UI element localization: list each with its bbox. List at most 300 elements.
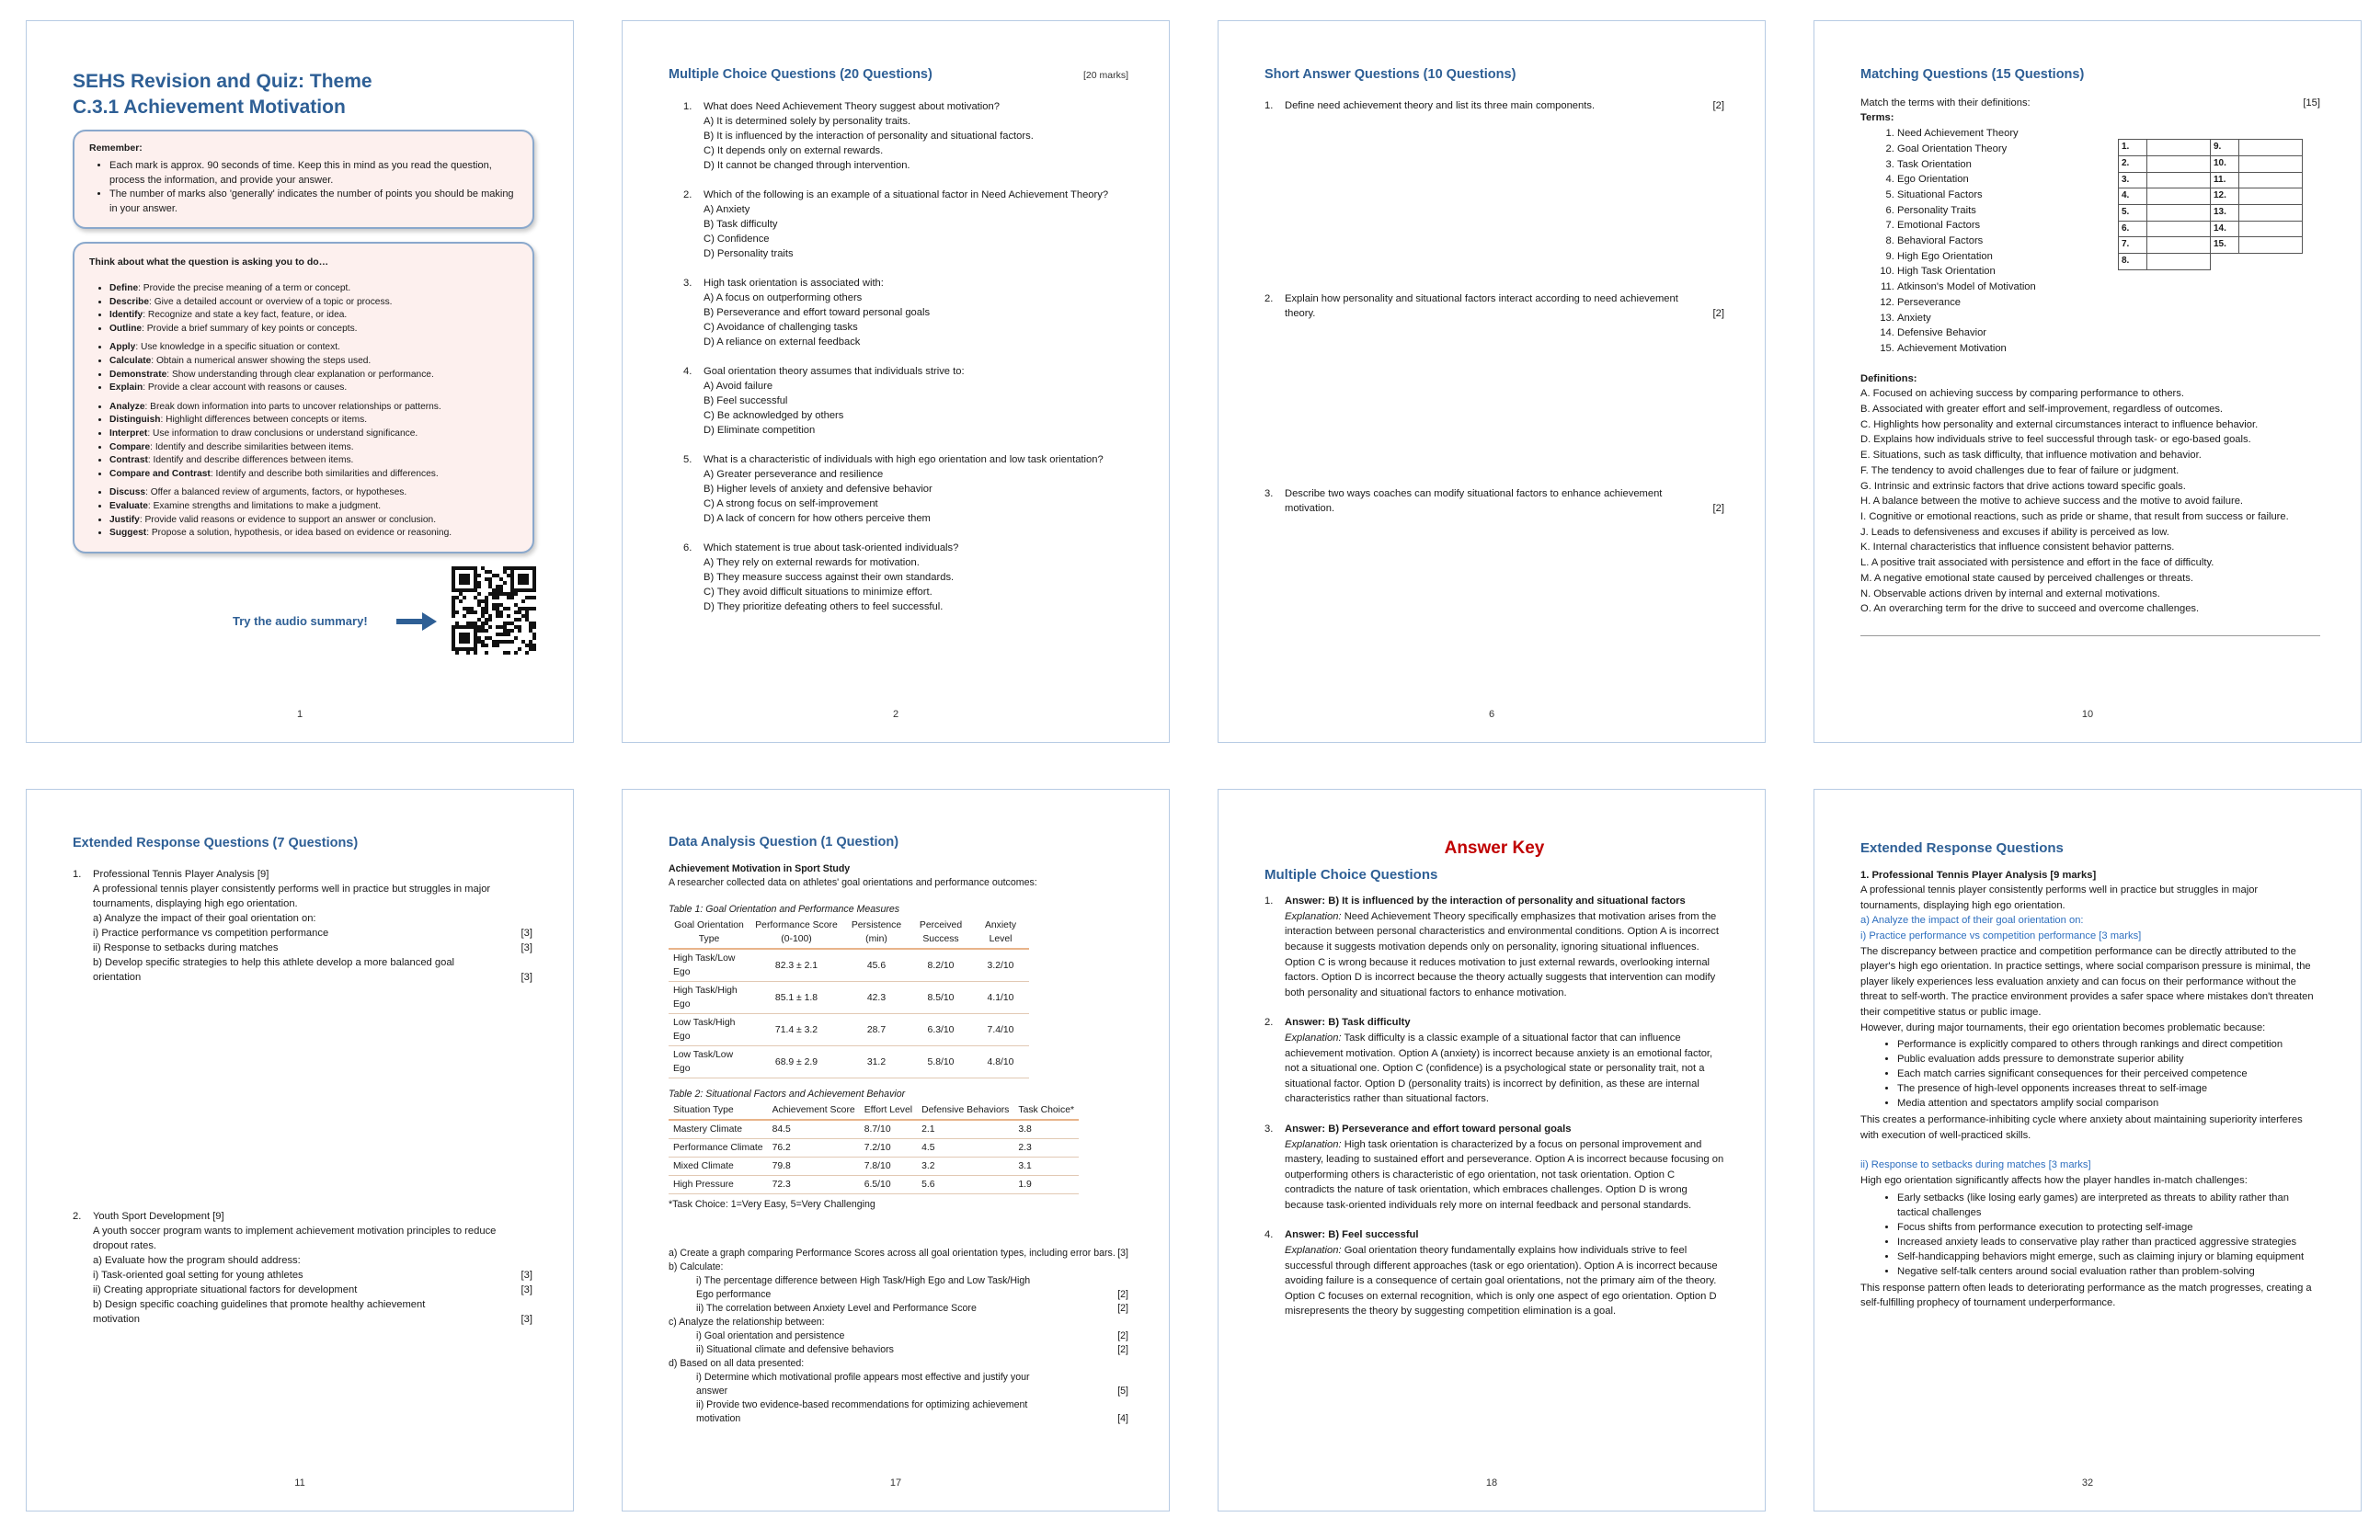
grid-answer-cell[interactable] (2147, 188, 2211, 205)
table-cell: 45.6 (843, 949, 910, 982)
mcq-question (683, 276, 1128, 349)
bullet-item: • Public evaluation adds pressure to demonstrate superior ability (1897, 1052, 2320, 1067)
question-title: Youth Sport Development [9] (93, 1211, 224, 1222)
grid-answer-cell[interactable] (2147, 254, 2211, 270)
term-item: 7. Emotional Factors (1897, 218, 2320, 234)
answer-option[interactable]: B) They measure success against their own standards. (704, 572, 955, 583)
part-marks: [2] (1117, 1303, 1128, 1314)
table-cell: 31.2 (843, 1046, 910, 1078)
table-header-row (669, 1101, 1079, 1120)
part-marks: [4] (1117, 1413, 1128, 1424)
command-term-definition: : Recognize and state a key fact, feature, or idea. (143, 310, 348, 321)
term-item: 14. Defensive Behavior (1897, 325, 2320, 341)
command-term-item (109, 454, 518, 468)
question-title: 1. Professional Tennis Player Analysis [9 marks] (1860, 869, 2097, 881)
term-item: 3. Task Orientation (1897, 157, 2320, 173)
question-number: 1. (683, 101, 692, 112)
question-part (696, 1274, 1128, 1302)
table-cell: 42.3 (843, 982, 910, 1014)
short-answer-question: 2. Explain how personality and situational factors interact according to need achievement theory. [2] (1264, 293, 1724, 319)
definition-item: H. A balance between the motive to achieve success and the motive to avoid failure. (1860, 496, 2244, 508)
command-term: Suggest (109, 528, 147, 539)
command-term-definition: : Examine strengths and limitations to make a judgment. (147, 500, 382, 511)
question-part (93, 926, 532, 941)
column-header: Situation Type (669, 1101, 768, 1120)
command-term-item (109, 341, 518, 355)
question-text: What does Need Achievement Theory suggest about motivation? (704, 101, 1000, 112)
section-heading: Extended Response Questions (1860, 840, 2064, 856)
grid-number: 9. (2211, 140, 2239, 156)
table-cell: High Task/High Ego (669, 982, 749, 1014)
answer-option[interactable]: A) Anxiety (704, 204, 750, 215)
grid-answer-cell[interactable] (2239, 237, 2303, 254)
question-marks: [2] (1712, 308, 1724, 319)
answer-grid[interactable] (2118, 139, 2303, 270)
question-number: 1. (73, 869, 82, 880)
data-question: c) Analyze the relationship between: (669, 1317, 825, 1328)
definition-item: A. Focused on achieving success by comparing performance to others. (1860, 388, 2184, 400)
answer-number: 2. (1264, 1017, 1274, 1029)
grid-answer-cell[interactable] (2239, 188, 2303, 205)
command-term-definition: : Provide a clear account with reasons or causes. (143, 382, 348, 394)
data-question-parts (669, 1329, 1128, 1357)
command-term: Identify (109, 310, 143, 321)
command-term-definition: : Show understanding through clear explanation or performance. (166, 369, 434, 380)
bullet-item: • Each match carries significant consequences for their perceived competence (1897, 1067, 2320, 1081)
grid-row (2119, 172, 2303, 188)
definition-item: N. Observable actions driven by internal and external motivations. (1860, 587, 2160, 599)
command-term-item (109, 369, 518, 382)
page-number: 11 (294, 1477, 305, 1489)
table-cell: 6.3/10 (910, 1014, 972, 1046)
question-part (93, 955, 532, 985)
data-question-parts (669, 1371, 1128, 1426)
command-terms-box (73, 242, 534, 553)
grid-answer-cell[interactable] (2147, 237, 2211, 254)
explanation-label: Explanation: (1285, 1245, 1342, 1257)
definition-item: I. Cognitive or emotional reactions, such as pride or shame, that result from success or failure. (1860, 510, 2289, 522)
table-row (669, 1120, 1079, 1139)
answer-option[interactable]: B) Task difficulty (704, 219, 778, 230)
command-term-item (109, 500, 518, 514)
part-marks: [3] (521, 1270, 532, 1281)
grid-number: 15. (2211, 237, 2239, 254)
table-cell: 2.1 (917, 1120, 1013, 1139)
bullet-item: • Negative self-talk centers around social evaluation rather than problem-solving (1897, 1264, 2320, 1279)
section-heading: Data Analysis Question (1 Question) (669, 835, 899, 850)
table-cell: 79.8 (768, 1158, 860, 1176)
grid-row (2119, 237, 2303, 254)
grid-answer-cell[interactable] (2147, 140, 2211, 156)
answer-paragraph: High ego orientation significantly affects how the player handles in-match challenges: (1860, 1174, 2248, 1186)
grid-row (2119, 204, 2303, 221)
answer-text: Answer: B) It is influenced by the interaction of personality and situational factors (1285, 895, 1686, 907)
page-6 (1218, 20, 1766, 743)
page-number: 1 (296, 709, 303, 720)
answer-paragraph: This response pattern often leads to deteriorating performance as the match progresses, creating a self-fulfilling prophecy of tournament underperformance. (1860, 1282, 2312, 1309)
answer-option[interactable]: B) Higher levels of anxiety and defensive behavior (704, 484, 933, 495)
table-cell: 4.8/10 (972, 1046, 1029, 1078)
bullet-item: • Self-handicapping behaviors might emerge, such as claiming injury or blaming equipment (1897, 1249, 2320, 1264)
short-answer-question: 3. Describe two ways coaches can modify situational factors to enhance achievement motivation. [2] (1264, 488, 1724, 514)
command-term: Compare and Contrast (109, 468, 211, 479)
explanation-label: Explanation: (1285, 1032, 1342, 1044)
command-term: Define (109, 283, 139, 293)
table-cell: 5.6 (917, 1176, 1013, 1194)
section-marks: [20 marks] (1082, 70, 1128, 81)
definition-item: K. Internal characteristics that influence consistent behavior patterns. (1860, 542, 2175, 553)
data-question: b) Calculate: (669, 1261, 724, 1272)
explanation-label: Explanation: (1285, 1138, 1342, 1150)
part-text: ii) The correlation between Anxiety Level and Performance Score (696, 1303, 977, 1314)
grid-number (2211, 254, 2239, 270)
question-text: Goal orientation theory assumes that individuals strive to: (704, 366, 965, 377)
term-item: 9. High Ego Orientation (1897, 249, 2320, 265)
definition-item: C. Highlights how personality and external circumstances interact to influence behavior. (1860, 418, 2259, 430)
command-term-item (109, 514, 518, 528)
answer-option[interactable]: B) Perseverance and effort toward personal goals (704, 307, 931, 318)
table-cell: 8.5/10 (910, 982, 972, 1014)
grid-answer-cell[interactable] (2239, 140, 2303, 156)
table-cell: 68.9 ± 2.9 (749, 1046, 843, 1078)
table-cell: 72.3 (768, 1176, 860, 1194)
definition-item: B. Associated with greater effort and self-improvement, regardless of outcomes. (1860, 404, 2224, 416)
answer-option[interactable]: A) A focus on outperforming others (704, 292, 863, 303)
grid-row (2119, 140, 2303, 156)
page-1 (26, 20, 574, 743)
table-cell: 8.2/10 (910, 949, 972, 982)
answer-option[interactable]: A) Avoid failure (704, 381, 773, 392)
mcq-question (683, 99, 1128, 173)
answer-paragraph: This creates a performance-inhibiting cycle where anxiety about maintaining superiority interferes with execution of well-practiced skills. (1860, 1114, 2303, 1141)
grid-answer-cell[interactable] (2239, 254, 2303, 270)
answer-option[interactable]: A) Greater perseverance and resilience (704, 469, 884, 480)
command-term-item (109, 282, 518, 296)
page-number: 32 (2081, 1477, 2094, 1489)
grid-number: 13. (2211, 204, 2239, 221)
subquestion-heading: a) Analyze the impact of their goal orientation on: (1860, 915, 2084, 927)
table-cell: 3.1 (1013, 1158, 1079, 1176)
page-number: 17 (889, 1477, 902, 1489)
answer-option[interactable]: D) They prioritize defeating others to feel successful. (704, 601, 944, 612)
answer-item (1264, 894, 1724, 1000)
command-term: Calculate (109, 355, 152, 366)
matching-intro: Match the terms with their definitions: (1860, 97, 2031, 108)
grid-number: 14. (2211, 221, 2239, 237)
table-cell: 71.4 ± 3.2 (749, 1014, 843, 1046)
command-term-definition: : Use information to draw conclusions or understand significance. (147, 428, 418, 439)
command-term-item (109, 527, 518, 541)
question-number: 5. (683, 454, 692, 465)
table-cell: Performance Climate (669, 1139, 768, 1158)
arrow-right-icon (396, 612, 437, 631)
answer-explanation (1285, 1243, 1724, 1319)
bullet-item: • Increased anxiety leads to conservative play rather than practiced aggressive strategies (1897, 1235, 2320, 1249)
page-18 (1218, 789, 1766, 1511)
audio-summary-link[interactable]: Try the audio summary! (233, 613, 368, 628)
extended-question (73, 1209, 532, 1327)
table-cell: 2.3 (1013, 1139, 1079, 1158)
short-answer-question: 1. [2] Define need achievement theory and list its three main components. (1264, 100, 1724, 111)
table-caption: Table 2: Situational Factors and Achievement Behavior (669, 1089, 906, 1100)
question-part (696, 1302, 1128, 1316)
page-10 (1814, 20, 2362, 743)
data-table-2 (669, 1101, 1079, 1194)
question-part (696, 1329, 1128, 1343)
table-cell: 85.1 ± 1.8 (749, 982, 843, 1014)
question-number: 6. (683, 542, 692, 553)
table-row (669, 1158, 1079, 1176)
column-header: Performance Score (0-100) (749, 917, 843, 949)
table-row (669, 949, 1029, 982)
table-row (669, 1139, 1079, 1158)
grid-number: 4. (2119, 188, 2147, 205)
command-term-item (109, 468, 518, 482)
grid-row (2119, 221, 2303, 237)
answer-option[interactable]: B) It is influenced by the interaction of personality and situational factors. (704, 131, 1034, 142)
grid-number: 7. (2119, 237, 2147, 254)
question-part (93, 1268, 532, 1283)
term-item: 1. Need Achievement Theory (1897, 126, 2320, 142)
part-text: ii) Situational climate and defensive behaviors (696, 1344, 894, 1355)
part-marks: [2] (1117, 1330, 1128, 1341)
grid-answer-cell[interactable] (2239, 172, 2303, 188)
question-part (696, 1398, 1128, 1426)
table-cell: High Task/Low Ego (669, 949, 749, 982)
command-term-definition: : Identify and describe both similarities and differences. (210, 468, 439, 479)
part-marks: [2] (1117, 1289, 1128, 1300)
grid-answer-cell[interactable] (2239, 155, 2303, 172)
mcq-question (683, 452, 1128, 526)
table-note: *Task Choice: 1=Very Easy, 5=Very Challenging (669, 1199, 875, 1210)
table-cell: 8.7/10 (860, 1120, 917, 1139)
column-header: Task Choice* (1013, 1101, 1079, 1120)
command-term-definition: : Highlight differences between concepts or items. (160, 415, 368, 426)
command-term-item (109, 323, 518, 337)
table-row (669, 982, 1029, 1014)
table-cell: 3.8 (1013, 1120, 1079, 1139)
definition-item: M. A negative emotional state caused by perceived challenges or threats. (1860, 572, 2193, 584)
table-cell: 7.2/10 (860, 1139, 917, 1158)
part-marks: [2] (1117, 1344, 1128, 1355)
qr-code-icon[interactable] (452, 566, 536, 655)
table-cell: 4.5 (917, 1139, 1013, 1158)
answer-explanation (1285, 1137, 1724, 1214)
data-table-1 (669, 917, 1029, 1078)
page-number: 10 (2081, 709, 2094, 720)
question-number: 2. (683, 189, 692, 200)
grid-answer-cell[interactable] (2147, 204, 2211, 221)
question-number: 4. (683, 366, 692, 377)
answer-option[interactable]: C) They avoid difficult situations to minimize effort. (704, 587, 933, 598)
table-cell: Low Task/High Ego (669, 1014, 749, 1046)
question-marks: [2] (1712, 100, 1724, 111)
question-part (93, 941, 532, 955)
page-32 (1814, 789, 2362, 1511)
study-title: Achievement Motivation in Sport Study (669, 863, 851, 874)
question-intro: A professional tennis player consistently performs well in practice but struggles in major tournaments, displaying high ego orientation. (1860, 884, 2259, 911)
study-intro: A researcher collected data on athletes' goal orientations and performance outcomes: (669, 877, 1037, 888)
term-item: 2. Goal Orientation Theory (1897, 142, 2320, 157)
page-number: 18 (1485, 1477, 1498, 1489)
answer-option[interactable]: B) Feel successful (704, 395, 788, 406)
part-text: i) Goal orientation and persistence (696, 1330, 845, 1341)
command-term-item (109, 355, 518, 369)
part-text: ii) Provide two evidence-based recommendations for optimizing achievement motivation (696, 1399, 1028, 1424)
mcq-question (683, 364, 1128, 438)
definition-item: L. A positive trait associated with persistence and effort in the face of difficulty. (1860, 557, 2214, 569)
grid-number: 3. (2119, 172, 2147, 188)
answer-item (1264, 1015, 1724, 1107)
part-text: i) Task-oriented goal setting for young athletes (93, 1270, 303, 1281)
command-term-item (109, 401, 518, 415)
grid-answer-cell[interactable] (2239, 204, 2303, 221)
term-item: 10. High Task Orientation (1897, 264, 2320, 279)
page-number: 2 (892, 709, 899, 720)
data-question: d) Based on all data presented: (669, 1358, 805, 1369)
term-item: 4. Ego Orientation (1897, 172, 2320, 188)
part-text: b) Develop specific strategies to help this athlete develop a more balanced goal orientation (93, 957, 455, 983)
command-terms-title: Think about what the question is asking you to do… (89, 257, 329, 268)
section-marks: [15] (2303, 97, 2320, 108)
answer-option[interactable]: C) It depends only on external rewards. (704, 145, 884, 156)
answer-option[interactable]: C) Confidence (704, 234, 770, 245)
answer-item (1264, 1227, 1724, 1319)
definitions-list (1860, 386, 2320, 617)
part-marks: [5] (1117, 1386, 1128, 1397)
page-title: SEHS Revision and Quiz: Theme C.3.1 Achievement Motivation (73, 71, 372, 118)
answer-option[interactable]: A) It is determined solely by personality traits. (704, 116, 911, 127)
answer-key-title: Answer Key (1444, 838, 1545, 858)
command-term-item (109, 296, 518, 310)
term-item: 11. Atkinson's Model of Motivation (1897, 279, 2320, 295)
grid-answer-cell[interactable] (2239, 221, 2303, 237)
mcq-question (683, 541, 1128, 614)
question-text: Which statement is true about task-oriented individuals? (704, 542, 959, 553)
extended-question (73, 867, 532, 1209)
remember-box (73, 130, 534, 229)
term-item: 8. Behavioral Factors (1897, 234, 2320, 249)
grid-number: 1. (2119, 140, 2147, 156)
table-cell: High Pressure (669, 1176, 768, 1194)
grid-row (2119, 188, 2303, 205)
explanation-text: High task orientation is characterized by a focus on personal improvement and mastery, leading to sustained effort and perseverance. Option A is incorrect because focusing on outperforming others is characteristic of ego orientation, not task orientation. Option C contradicts the nature of task orientation, which embraces challenges. Option D is wrong because task-oriented individuals rely more on internal feedback and personal standards. (1285, 1138, 1724, 1211)
answer-text: Answer: B) Feel successful (1285, 1229, 1419, 1241)
column-header: Anxiety Level (972, 917, 1029, 949)
command-term-item (109, 441, 518, 455)
explanation-label: Explanation: (1285, 910, 1342, 922)
bullet-item: • Media attention and spectators amplify social comparison (1897, 1096, 2320, 1111)
grid-answer-cell[interactable] (2147, 221, 2211, 237)
table-cell: 1.9 (1013, 1176, 1079, 1194)
answer-option[interactable]: D) It cannot be changed through intervention. (704, 160, 910, 171)
part-marks: [3] (521, 942, 532, 953)
page-number: 6 (1488, 709, 1495, 720)
question-text: Which of the following is an example of a situational factor in Need Achievement Theory? (704, 189, 1109, 200)
grid-number: 2. (2119, 155, 2147, 172)
command-term: Apply (109, 342, 136, 353)
section-heading: Extended Response Questions (7 Questions) (73, 836, 359, 850)
answer-explanation (1285, 909, 1724, 1001)
answer-bullets (1860, 1191, 2320, 1279)
table-cell: 84.5 (768, 1120, 860, 1139)
command-term: Outline (109, 323, 143, 334)
table-cell: 3.2/10 (972, 949, 1029, 982)
section-heading: Matching Questions (15 Questions) (1860, 67, 2085, 82)
command-term-item (109, 414, 518, 428)
column-header: Defensive Behaviors (917, 1101, 1013, 1120)
page-17 (622, 789, 1170, 1511)
answer-explanation (1285, 1031, 1724, 1107)
grid-row (2119, 155, 2303, 172)
table-cell: Low Task/Low Ego (669, 1046, 749, 1078)
bullet-item: • The presence of high-level opponents increases threat to self-image (1897, 1081, 2320, 1096)
command-term: Explain (109, 382, 143, 394)
explanation-text: Need Achievement Theory specifically emphasizes that motivation arises from the interaction between personal characteristics and environmental conditions. Option A is incorrect because it suggests motivation depends only on personality, ignoring situational influences. Option C is wrong because it reduces motivation to just external rewards, overlooking internal factors. Option D is incorrect because the theory actually suggests that intervention can modify both personality and situational factors to enhance motivation. (1285, 910, 1719, 998)
grid-number: 6. (2119, 221, 2147, 237)
question-text: High task orientation is associated with: (704, 278, 884, 289)
command-term-definition: : Provide the precise meaning of a term or concept. (138, 283, 351, 293)
column-header: Goal Orientation Type (669, 917, 749, 949)
grid-row (2119, 254, 2303, 270)
command-term: Describe (109, 296, 150, 307)
remember-item: • The number of marks also 'generally' indicates the number of points you should be making in your answer. (109, 188, 518, 216)
answer-option[interactable]: C) Avoidance of challenging tasks (704, 322, 858, 333)
answers-list (1264, 894, 1724, 1319)
page-11 (26, 789, 574, 1511)
explanation-text: Task difficulty is a classic example of a situational factor that can influence achievement motivation. Option A (anxiety) is incorrect because anxiety is an emotional factor, not a situational one. Option C (confidence) is a psychological state or personality trait, not a situational factor. Option D (personality traits) is incorrect by definition, as these are internal characteristics rather than situational factors. (1285, 1032, 1713, 1105)
table-cell: 6.5/10 (860, 1176, 917, 1194)
question-marks: [2] (1712, 503, 1724, 514)
command-term: Contrast (109, 455, 148, 466)
command-term-definition: : Propose a solution, hypothesis, or idea based on evidence or reasoning. (146, 528, 452, 539)
answer-option[interactable]: D) A lack of concern for how others perceive them (704, 513, 931, 524)
answer-option[interactable]: A) They rely on external rewards for motivation. (704, 557, 920, 568)
grid-number: 10. (2211, 155, 2239, 172)
grid-number: 8. (2119, 254, 2147, 270)
bullet-item: • Early setbacks (like losing early games) are interpreted as threats to ability rather than tactical challenges (1897, 1191, 2320, 1220)
question-part (696, 1343, 1128, 1357)
grid-answer-cell[interactable] (2147, 172, 2211, 188)
mcq-question (683, 188, 1128, 261)
bullet-item: • Performance is explicitly compared to others through rankings and direct competition (1897, 1037, 2320, 1052)
term-item: 13. Anxiety (1897, 311, 2320, 326)
command-term-definition: : Break down information into parts to uncover relationships or patterns. (144, 401, 441, 412)
table-cell: 82.3 ± 2.1 (749, 949, 843, 982)
part-text: i) Practice performance vs competition performance (93, 928, 329, 939)
question-title: Professional Tennis Player Analysis [9] (93, 869, 269, 880)
answer-option[interactable]: C) A strong focus on self-improvement (704, 498, 878, 509)
answer-option[interactable]: C) Be acknowledged by others (704, 410, 844, 421)
answer-option[interactable]: D) A reliance on external feedback (704, 337, 861, 348)
definition-item: D. Explains how individuals strive to feel successful through task- or ego-based goals. (1860, 434, 2251, 446)
part-text: ii) Creating appropriate situational factors for development (93, 1284, 358, 1295)
explanation-text: Goal orientation theory fundamentally explains how individuals strive to feel successful through different approaches (task or ego orientation). Option A is incorrect because avoiding failure is a consequence of certain goal orientations, not the primary aim of the theory. Option C focuses on external recognition, which is only one aspect of ego orientation. Option D misrepresents the theory by suggesting competition elimination is a goal. (1285, 1245, 1718, 1318)
term-item: 5. Situational Factors (1897, 188, 2320, 203)
part-text: i) Determine which motivational profile appears most effective and justify your answer (696, 1372, 1030, 1397)
command-term: Evaluate (109, 500, 148, 511)
definitions-label: Definitions: (1860, 372, 1917, 384)
grid-answer-cell[interactable] (2147, 155, 2211, 172)
answer-number: 3. (1264, 1123, 1274, 1135)
answer-number: 4. (1264, 1229, 1274, 1241)
table-caption: Table 1: Goal Orientation and Performance Measures (669, 904, 900, 915)
answer-option[interactable]: D) Personality traits (704, 248, 794, 259)
answer-option[interactable]: D) Eliminate competition (704, 425, 816, 436)
section-heading: Short Answer Questions (10 Questions) (1264, 67, 1516, 82)
command-term-definition: : Give a detailed account or overview of a topic or process. (149, 296, 393, 307)
command-term-definition: : Use knowledge in a specific situation or context. (135, 342, 340, 353)
